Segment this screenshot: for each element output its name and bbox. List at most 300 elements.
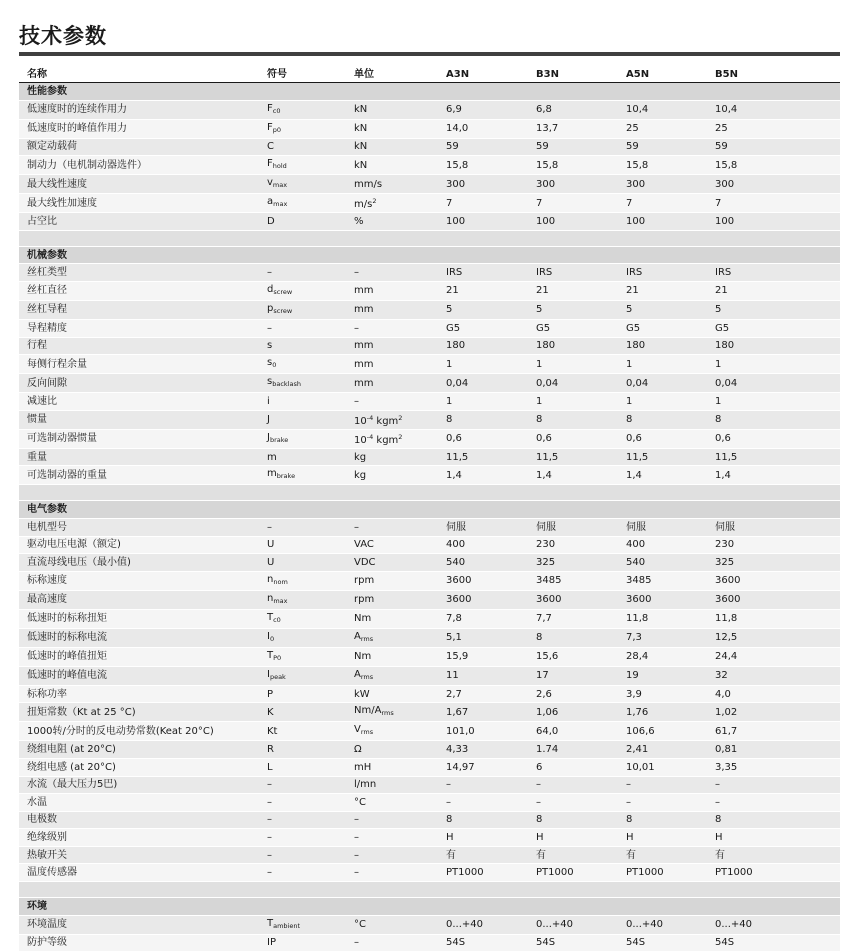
symbol-text: i: [267, 395, 270, 407]
unit-prefix: 10: [354, 415, 367, 427]
param-name: 标称功率: [19, 685, 259, 703]
model-value: 21: [618, 281, 707, 300]
symbol-subscript: hold: [272, 162, 287, 171]
unit-exponent: 2: [372, 197, 377, 206]
table-row: [19, 319, 840, 337]
model-value: 6,8: [528, 100, 618, 119]
table-row: [19, 355, 840, 374]
param-name: 重量: [19, 448, 259, 466]
param-symbol: [259, 811, 346, 829]
column-header: 单位: [346, 66, 438, 83]
param-name: 可选制动器的重量: [19, 466, 259, 485]
model-value: –: [528, 776, 618, 794]
spec-table: [19, 66, 840, 952]
model-value: 0,04: [618, 374, 707, 393]
model-value: 14,0: [438, 119, 528, 138]
param-name: 导程精度: [19, 319, 259, 337]
model-value: PT1000: [707, 864, 840, 882]
model-value: 11,5: [438, 448, 528, 466]
model-value: 11: [438, 666, 528, 685]
table-row: [19, 811, 840, 829]
spacer-cell: [19, 230, 840, 246]
model-value: 24,4: [707, 647, 840, 666]
model-value: 0,6: [438, 429, 528, 448]
model-value: 0...+40: [438, 915, 528, 934]
model-value: 540: [618, 554, 707, 572]
symbol-text: U: [267, 556, 275, 568]
model-value: 21: [707, 281, 840, 300]
model-value: 325: [528, 554, 618, 572]
unit-text: kN: [354, 141, 368, 153]
model-value: 5: [438, 300, 528, 319]
param-unit: [346, 794, 438, 812]
model-value: 1: [438, 355, 528, 374]
symbol-text: m: [267, 468, 277, 480]
model-value: 1,4: [707, 466, 840, 485]
param-name: 标称速度: [19, 571, 259, 590]
symbol-text: –: [267, 849, 272, 861]
param-name: 环境温度: [19, 915, 259, 934]
param-unit: [346, 811, 438, 829]
table-row: [19, 776, 840, 794]
unit-subscript: rms: [360, 672, 374, 681]
model-value: –: [707, 794, 840, 812]
table-row: [19, 281, 840, 300]
model-value: 0...+40: [528, 915, 618, 934]
param-unit: [346, 337, 438, 355]
param-unit: [346, 175, 438, 194]
table-row: [19, 609, 840, 628]
model-value: 400: [438, 536, 528, 554]
unit-text: mm: [354, 377, 374, 389]
param-unit: [346, 466, 438, 485]
param-name: 低速时的峰值扭矩: [19, 647, 259, 666]
model-value: 10,4: [707, 100, 840, 119]
symbol-subscript: p0: [272, 125, 282, 134]
model-value: 15,8: [707, 156, 840, 175]
param-symbol: [259, 536, 346, 554]
symbol-text: F: [267, 121, 273, 133]
param-symbol: [259, 741, 346, 759]
unit-text: kN: [354, 159, 368, 171]
symbol-text: n: [267, 592, 274, 604]
table-row: [19, 213, 840, 231]
param-unit: [346, 518, 438, 536]
model-value: 11,8: [618, 609, 707, 628]
symbol-text: –: [267, 521, 272, 533]
symbol-text: I: [267, 668, 270, 680]
table-row: [19, 337, 840, 355]
model-value: 13,7: [528, 119, 618, 138]
param-symbol: [259, 776, 346, 794]
param-symbol: [259, 915, 346, 934]
param-unit: [346, 628, 438, 647]
table-row: [19, 794, 840, 812]
unit-text: kgm: [373, 434, 399, 446]
param-symbol: [259, 647, 346, 666]
table-row: [19, 915, 840, 934]
param-symbol: [259, 685, 346, 703]
model-value: H: [707, 829, 840, 847]
model-value: 11,5: [707, 448, 840, 466]
model-value: 5: [707, 300, 840, 319]
table-row: [19, 864, 840, 882]
model-value: 21: [438, 281, 528, 300]
model-value: 3485: [528, 571, 618, 590]
param-unit: [346, 300, 438, 319]
model-value: 14,97: [438, 758, 528, 776]
param-name: 丝杠类型: [19, 264, 259, 282]
spacer-cell: [19, 485, 840, 501]
param-unit: [346, 846, 438, 864]
model-value: 10,01: [618, 758, 707, 776]
model-value: 59: [438, 138, 528, 156]
table-row: [19, 393, 840, 411]
title-rule: [19, 52, 840, 56]
param-symbol: [259, 554, 346, 572]
model-value: –: [528, 794, 618, 812]
model-value: 15,9: [438, 647, 528, 666]
model-value: 3600: [707, 590, 840, 609]
param-unit: [346, 100, 438, 119]
param-name: 最大线性加速度: [19, 194, 259, 213]
param-unit: [346, 609, 438, 628]
section-heading-row: [19, 246, 840, 264]
table-row: [19, 410, 840, 429]
model-value: 0,04: [707, 374, 840, 393]
param-unit: [346, 374, 438, 393]
param-unit: [346, 758, 438, 776]
model-value: 15,6: [528, 647, 618, 666]
symbol-text: T: [267, 611, 274, 623]
param-unit: [346, 685, 438, 703]
param-name: 丝杠导程: [19, 300, 259, 319]
model-value: 1: [438, 393, 528, 411]
param-symbol: [259, 628, 346, 647]
unit-text: Nm: [354, 613, 372, 625]
unit-text: A: [354, 668, 361, 680]
model-value: 106,6: [618, 722, 707, 741]
table-row: [19, 138, 840, 156]
param-name: 丝杠直径: [19, 281, 259, 300]
symbol-subscript: c0: [273, 615, 281, 624]
table-row: [19, 119, 840, 138]
symbol-subscript: screw: [273, 287, 293, 296]
symbol-text: K: [267, 706, 274, 718]
param-symbol: [259, 175, 346, 194]
symbol-text: s: [267, 357, 273, 369]
param-unit: [346, 703, 438, 722]
table-row: [19, 518, 840, 536]
unit-text: mm/s: [354, 178, 383, 190]
symbol-text: n: [267, 573, 274, 585]
param-name: 低速时的峰值电流: [19, 666, 259, 685]
model-value: 8: [707, 410, 840, 429]
symbol-text: –: [267, 832, 272, 844]
unit-text: kN: [354, 123, 368, 135]
param-name: 占空比: [19, 213, 259, 231]
page-title: 技术参数: [19, 24, 107, 48]
model-value: 300: [618, 175, 707, 194]
param-symbol: [259, 429, 346, 448]
model-value: IRS: [528, 264, 618, 282]
param-unit: [346, 722, 438, 741]
symbol-text: –: [267, 796, 272, 808]
symbol-text: T: [267, 649, 274, 661]
table-row: [19, 264, 840, 282]
symbol-text: D: [267, 215, 275, 227]
column-header: B3N: [528, 66, 618, 83]
table-row: [19, 829, 840, 847]
model-value: 64,0: [528, 722, 618, 741]
model-value: 6: [528, 758, 618, 776]
symbol-text: IP: [267, 937, 276, 949]
model-value: 100: [528, 213, 618, 231]
section-heading-row: [19, 501, 840, 519]
model-value: 伺服: [528, 518, 618, 536]
unit-text: –: [354, 849, 359, 861]
model-value: 180: [618, 337, 707, 355]
model-value: 8: [618, 410, 707, 429]
column-header: B5N: [707, 66, 840, 83]
unit-text: V: [354, 724, 361, 736]
model-value: 25: [707, 119, 840, 138]
column-header: 名称: [19, 66, 259, 83]
param-symbol: [259, 864, 346, 882]
unit-text: A: [354, 630, 361, 642]
symbol-text: v: [267, 177, 273, 189]
symbol-text: –: [267, 267, 272, 279]
param-unit: [346, 281, 438, 300]
symbol-subscript: 0: [272, 361, 277, 370]
param-symbol: [259, 374, 346, 393]
table-row: [19, 685, 840, 703]
model-value: 0,04: [528, 374, 618, 393]
symbol-text: –: [267, 814, 272, 826]
unit-text: l/mn: [354, 779, 377, 791]
model-value: 1,76: [618, 703, 707, 722]
param-unit: [346, 864, 438, 882]
symbol-text: –: [267, 779, 272, 791]
model-value: 8: [528, 628, 618, 647]
model-value: IRS: [618, 264, 707, 282]
model-value: 7,7: [528, 609, 618, 628]
param-unit: [346, 213, 438, 231]
model-value: 8: [528, 410, 618, 429]
param-unit: [346, 741, 438, 759]
section-spacer: [19, 230, 840, 246]
param-name: 绝缘级别: [19, 829, 259, 847]
spec-table-body: [19, 66, 840, 952]
param-symbol: [259, 571, 346, 590]
param-symbol: [259, 829, 346, 847]
model-value: 0...+40: [618, 915, 707, 934]
table-row: [19, 703, 840, 722]
param-symbol: [259, 264, 346, 282]
param-symbol: [259, 666, 346, 685]
param-unit: [346, 138, 438, 156]
param-symbol: [259, 119, 346, 138]
symbol-subscript: 0: [269, 634, 275, 643]
unit-text: mm: [354, 304, 374, 316]
table-row: [19, 536, 840, 554]
param-name: 行程: [19, 337, 259, 355]
model-value: 7,8: [438, 609, 528, 628]
symbol-subscript: brake: [269, 435, 289, 444]
symbol-subscript: max: [272, 181, 288, 190]
model-value: IRS: [707, 264, 840, 282]
model-value: PT1000: [528, 864, 618, 882]
model-value: 19: [618, 666, 707, 685]
model-value: 59: [618, 138, 707, 156]
model-value: 5,1: [438, 628, 528, 647]
model-value: G5: [618, 319, 707, 337]
model-value: 有: [618, 846, 707, 864]
model-value: 54S: [618, 934, 707, 952]
unit-text: –: [354, 322, 359, 334]
table-row: [19, 590, 840, 609]
table-row: [19, 156, 840, 175]
column-header: A3N: [438, 66, 528, 83]
param-name: 低速时的标称电流: [19, 628, 259, 647]
model-value: 2,41: [618, 741, 707, 759]
unit-text: VDC: [354, 556, 376, 568]
unit-text: VAC: [354, 539, 374, 551]
section-heading-row: [19, 898, 840, 916]
param-symbol: [259, 703, 346, 722]
unit-text: –: [354, 937, 359, 949]
param-name: 低速时的标称扭矩: [19, 609, 259, 628]
table-row: [19, 300, 840, 319]
param-symbol: [259, 722, 346, 741]
unit-text: %: [354, 215, 364, 227]
model-value: 180: [438, 337, 528, 355]
param-symbol: [259, 758, 346, 776]
symbol-text: J: [267, 431, 270, 443]
symbol-subscript: nom: [273, 577, 288, 586]
unit-text: –: [354, 832, 359, 844]
param-unit: [346, 915, 438, 934]
model-value: 有: [707, 846, 840, 864]
symbol-subscript: ambient: [273, 921, 301, 930]
model-value: 0,04: [438, 374, 528, 393]
model-value: 有: [528, 846, 618, 864]
model-value: 1: [528, 393, 618, 411]
model-value: 3,35: [707, 758, 840, 776]
model-value: 17: [528, 666, 618, 685]
model-value: G5: [438, 319, 528, 337]
param-symbol: [259, 448, 346, 466]
unit-text: –: [354, 814, 359, 826]
model-value: 12,5: [707, 628, 840, 647]
model-value: 0...+40: [707, 915, 840, 934]
param-symbol: [259, 281, 346, 300]
table-row: [19, 194, 840, 213]
table-row: [19, 448, 840, 466]
unit-text: mm: [354, 340, 374, 352]
model-value: 1: [707, 355, 840, 374]
model-value: 8: [528, 811, 618, 829]
param-name: 低速度时的峰值作用力: [19, 119, 259, 138]
unit-text: rpm: [354, 575, 375, 587]
param-unit: [346, 393, 438, 411]
model-value: 1,4: [438, 466, 528, 485]
unit-subscript: rms: [360, 634, 374, 643]
section-heading: 机械参数: [19, 246, 840, 264]
model-value: 15,8: [618, 156, 707, 175]
model-value: 7: [707, 194, 840, 213]
symbol-text: d: [267, 283, 274, 295]
unit-prefix: 10: [354, 434, 367, 446]
model-value: 1: [528, 355, 618, 374]
model-value: H: [438, 829, 528, 847]
param-name: 水温: [19, 794, 259, 812]
param-name: 驱动电压电源（额定): [19, 536, 259, 554]
model-value: H: [528, 829, 618, 847]
table-row: [19, 628, 840, 647]
model-value: 32: [707, 666, 840, 685]
symbol-text: J: [267, 414, 270, 426]
symbol-text: R: [267, 744, 274, 756]
param-symbol: [259, 466, 346, 485]
symbol-text: L: [267, 761, 273, 773]
model-value: 101,0: [438, 722, 528, 741]
unit-text: m/s: [354, 199, 373, 211]
column-header: 符号: [259, 66, 346, 83]
unit-text: °C: [354, 796, 366, 808]
unit-text: mm: [354, 358, 374, 370]
model-value: 3600: [618, 590, 707, 609]
table-row: [19, 722, 840, 741]
header-row: [19, 66, 840, 83]
symbol-text: F: [267, 158, 273, 170]
model-value: 21: [528, 281, 618, 300]
param-symbol: [259, 213, 346, 231]
model-value: 300: [528, 175, 618, 194]
model-value: 15,8: [438, 156, 528, 175]
section-heading: 性能参数: [19, 83, 840, 101]
section-spacer: [19, 485, 840, 501]
param-name: 绕组电感 (at 20°C): [19, 758, 259, 776]
column-header: A5N: [618, 66, 707, 83]
unit-text: –: [354, 867, 359, 879]
symbol-text: s: [267, 376, 273, 388]
symbol-text: a: [267, 196, 274, 208]
unit-text: rpm: [354, 594, 375, 606]
model-value: 54S: [438, 934, 528, 952]
model-value: 3600: [528, 590, 618, 609]
model-value: 28,4: [618, 647, 707, 666]
symbol-text: –: [267, 322, 272, 334]
model-value: 1: [618, 355, 707, 374]
param-symbol: [259, 156, 346, 175]
param-unit: [346, 934, 438, 952]
section-heading: 环境: [19, 898, 840, 916]
unit-exponent: 2: [398, 432, 403, 441]
param-name: 最高速度: [19, 590, 259, 609]
model-value: 7,3: [618, 628, 707, 647]
model-value: 11,5: [618, 448, 707, 466]
param-name: 最大线性速度: [19, 175, 259, 194]
unit-text: Nm: [354, 651, 372, 663]
unit-text: kg: [354, 451, 367, 463]
model-value: 8: [707, 811, 840, 829]
section-heading: 电气参数: [19, 501, 840, 519]
model-value: PT1000: [618, 864, 707, 882]
model-value: 300: [707, 175, 840, 194]
model-value: G5: [707, 319, 840, 337]
model-value: 100: [707, 213, 840, 231]
